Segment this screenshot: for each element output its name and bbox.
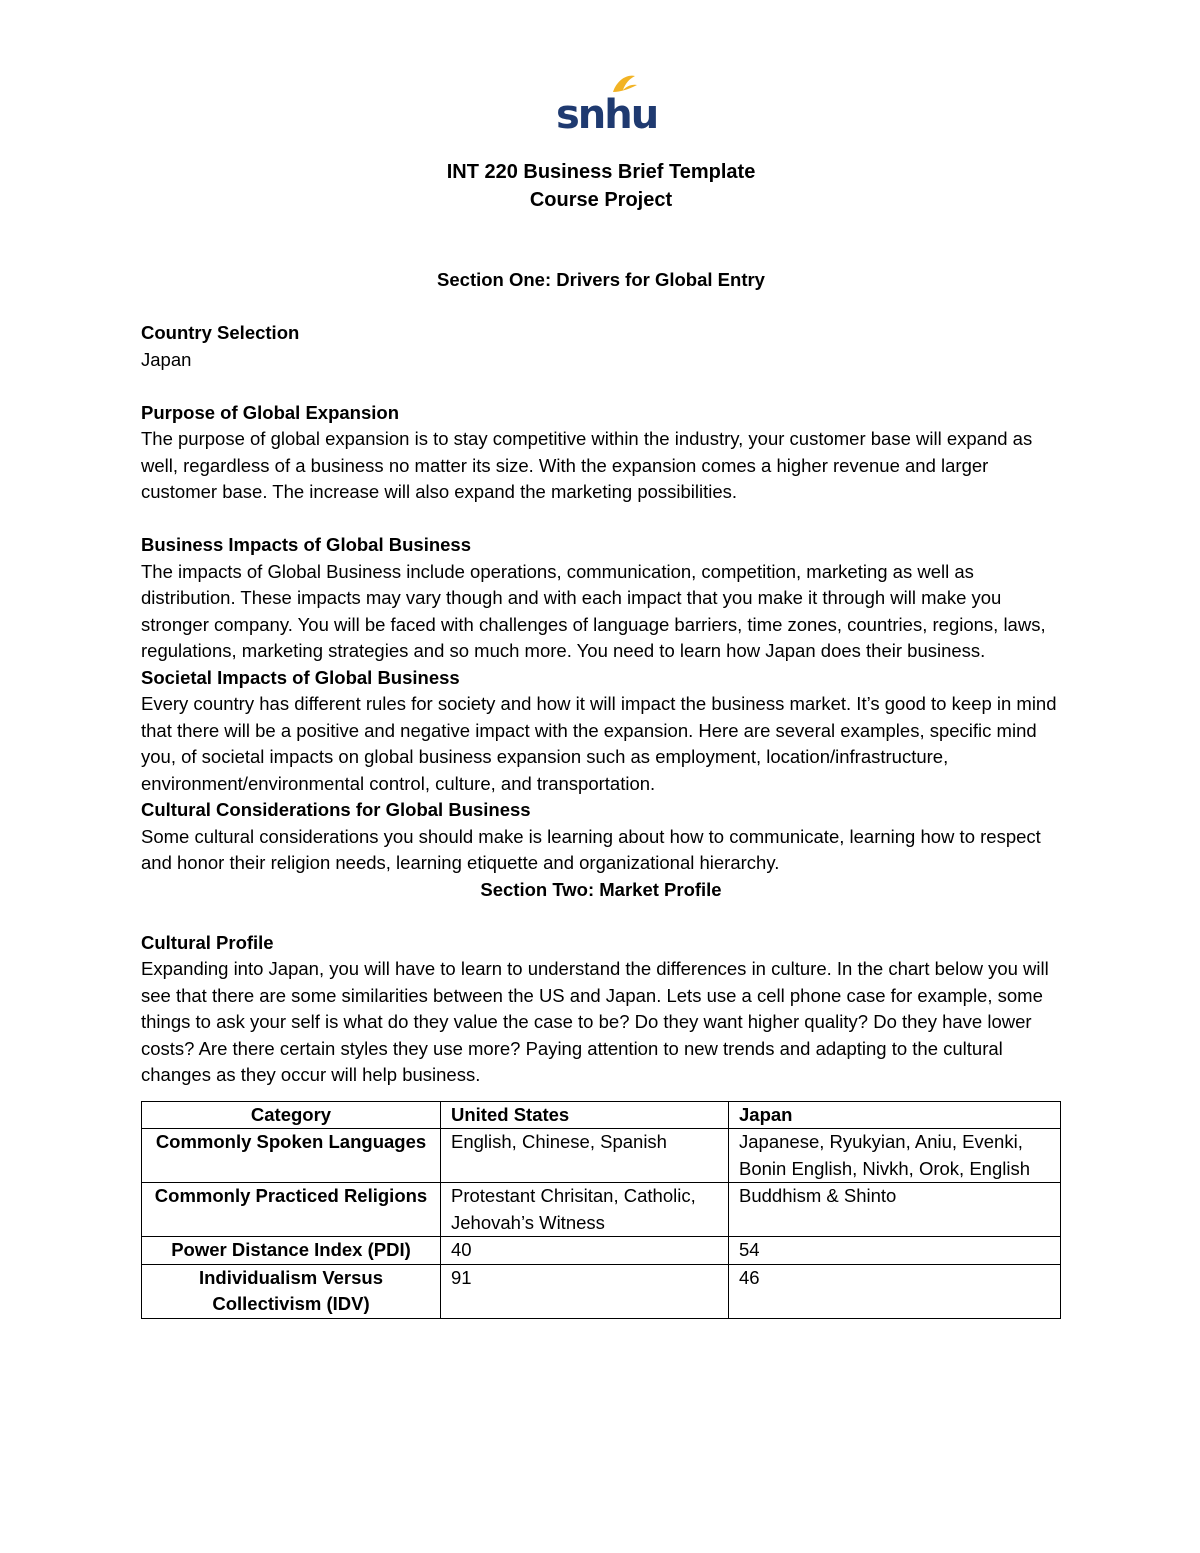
table-cell: Commonly Practiced Religions [142,1183,441,1237]
cultural-profile-heading: Cultural Profile [141,931,274,953]
document-body [141,158,1061,1319]
table-cell: 46 [729,1264,1061,1318]
table-cell: 54 [729,1237,1061,1265]
table-cell: Protestant Chrisitan, Catholic, Jehovah’s Witness [441,1183,729,1237]
logo-text: snhu [556,92,658,138]
table-row [142,1129,1061,1183]
business-impacts-heading: Business Impacts of Global Business [141,534,472,555]
purpose-body: The purpose of global expansion is to stay competitive within the industry, your customer base will expand as well, regardless of a business no matter its size. With the expansion comes a higher revenue and larger customer base. The increase will also expand the marketing possibilities. [141,428,1033,502]
table-header-cell: Japan [729,1101,1061,1129]
table-cell: Power Distance Index (PDI) [142,1237,441,1265]
snhu-logo [555,70,658,140]
snhu-logo-graphic [555,70,658,140]
section-one-heading: Section One: Drivers for Global Entry [437,269,765,290]
table-row [142,1237,1061,1265]
document-subtitle: Course Project [529,189,673,211]
cultural-considerations-heading: Cultural Considerations for Global Business [141,799,531,820]
table-cell: Individualism Versus Collectivism (IDV) [142,1264,441,1318]
table-header-cell: Category [142,1101,441,1129]
societal-impacts-body: Every country has different rules for society and how it will impact the business market. It’s good to keep in mind that there will be a positive and negative impact with the expansion. Here are several examples, specific mind you, of societal impacts on global business expansion such as employment, location/infrastructure, environment/environmental control, culture, and transportation. [141,693,1057,794]
table-cell: Buddhism & Shinto [729,1183,1061,1237]
table-cell: 40 [441,1237,729,1265]
country-selection-body: Japan [141,348,192,370]
table-cell: Japanese, Ryukyian, Aniu, Evenki, Bonin English, Nivkh, Orok, English [729,1129,1061,1183]
document-title: INT 220 Business Brief Template [446,161,756,183]
country-selection-heading: Country Selection [141,322,300,343]
table-cell: Commonly Spoken Languages [142,1129,441,1183]
cultural-profile-table [141,1101,1061,1319]
societal-impacts-heading: Societal Impacts of Global Business [141,666,460,688]
business-impacts-body: The impacts of Global Business include operations, communication, competition, marketing as well as distribution. These impacts may vary though and with each impact that you make it through will make you stronger company. You will be faced with challenges of language barriers, time zones, countries, regions, laws, regulations, marketing strategies and so much more. You need to learn how Japan does their business. [141,560,1046,661]
table-header-row [142,1101,1061,1129]
table-cell: 91 [441,1264,729,1318]
table-row [142,1183,1061,1237]
purpose-heading: Purpose of Global Expansion [141,401,400,423]
table-cell: English, Chinese, Spanish [441,1129,729,1183]
cultural-profile-body: Expanding into Japan, you will have to learn to understand the differences in culture. In the chart below you will see that there are some similarities between the US and Japan. Lets use a cell phone case for example, some things to ask your self is what do they value the case to be? Do they want higher quality? Do they have lower costs? Are there certain styles they use more? Paying attention to new trends and adapting to the cultural changes as they occur will help business. [141,958,1049,1085]
section-two-heading: Section Two: Market Profile [480,878,722,900]
table-row [142,1264,1061,1318]
cultural-considerations-body: Some cultural considerations you should make is learning about how to communicate, learning how to respect and honor their religion needs, learning etiquette and organizational hierarchy. [141,825,1041,873]
table-header-cell: United States [441,1101,729,1129]
